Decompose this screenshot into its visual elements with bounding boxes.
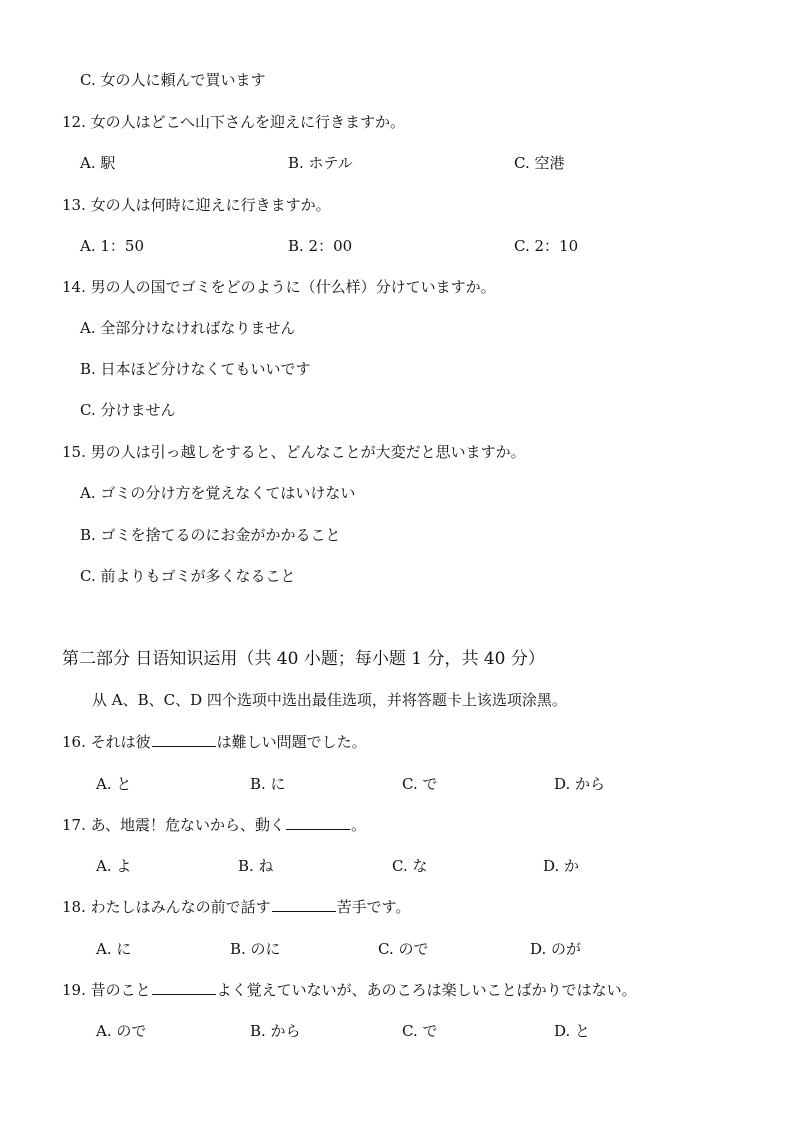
q16-text-before: 16. それは彼 [62, 733, 151, 751]
q15-option-c: C. 前よりもゴミが多くなること [80, 567, 296, 585]
q17-option-c: C. な [392, 857, 428, 875]
q19-blank [152, 980, 216, 995]
q12-option-c: C. 空港 [514, 154, 565, 172]
q17-option-b: B. ね [238, 857, 274, 875]
section-2-instruction: 从 A、B、C、D 四个选项中选出最佳选项，并将答题卡上该选项涂黑。 [92, 691, 567, 709]
q16-blank [152, 732, 216, 747]
q18-option-a: A. に [96, 940, 132, 958]
q19-option-b: B. から [250, 1022, 301, 1040]
question-17 [62, 815, 366, 835]
q18-text-after: 苦手です。 [336, 898, 411, 916]
q18-text-before: 18. わたしはみんなの前で話す [62, 898, 271, 916]
question-13: 13. 女の人は何時に迎えに行きますか。 [62, 196, 331, 214]
q19-text-after: よく覚えていないが、あのころは楽しいことばかりではない。 [216, 981, 637, 999]
q19-option-a: A. ので [96, 1022, 147, 1040]
question-19 [62, 980, 637, 1000]
q12-option-b: B. ホテル [288, 154, 353, 172]
question-14: 14. 男の人の国でゴミをどのように（什么样）分けていますか。 [62, 278, 496, 296]
q16-option-c: C. で [402, 775, 438, 793]
q16-option-d: D. から [554, 775, 606, 793]
q17-blank [286, 815, 350, 830]
q18-option-b: B. のに [230, 940, 281, 958]
q18-blank [272, 897, 336, 912]
q14-option-c: C. 分けません [80, 401, 176, 419]
q15-option-a: A. ゴミの分け方を覚えなくてはいけない [80, 484, 356, 502]
q17-text-after: 。 [351, 816, 367, 834]
q13-option-a: A. 1：50 [80, 237, 144, 255]
q14-option-a: A. 全部分けなければなりません [80, 319, 296, 337]
q19-option-d: D. と [554, 1022, 591, 1040]
question-15: 15. 男の人は引っ越しをすると、どんなことが大変だと思いますか。 [62, 443, 526, 461]
q13-option-b: B. 2：00 [288, 237, 353, 255]
q15-option-b: B. ゴミを捨てるのにお金がかかること [80, 526, 341, 544]
q16-text-after: は難しい問題でした。 [216, 733, 367, 751]
question-18 [62, 897, 410, 917]
q17-option-a: A. よ [96, 857, 132, 875]
q14-option-b: B. 日本ほど分けなくてもいいです [80, 360, 311, 378]
section-2-title: 第二部分 日语知识运用（共 40 小题；每小题 1 分，共 40 分） [62, 649, 545, 669]
q18-option-c: C. ので [378, 940, 429, 958]
q13-option-c: C. 2：10 [514, 237, 579, 255]
q16-option-b: B. に [250, 775, 286, 793]
question-12: 12. 女の人はどこへ山下さんを迎えに行きますか。 [62, 113, 406, 131]
question-16 [62, 732, 367, 752]
q16-option-a: A. と [96, 775, 132, 793]
q11-option-c: C. 女の人に頼んで買います [80, 71, 266, 89]
q18-option-d: D. のが [530, 940, 582, 958]
q17-option-d: D. か [543, 857, 580, 875]
q12-option-a: A. 駅 [80, 154, 116, 172]
q17-text-before: 17. あ、地震！危ないから、動く [62, 816, 286, 834]
q19-text-before: 19. 昔のこと [62, 981, 151, 999]
q19-option-c: C. で [402, 1022, 438, 1040]
